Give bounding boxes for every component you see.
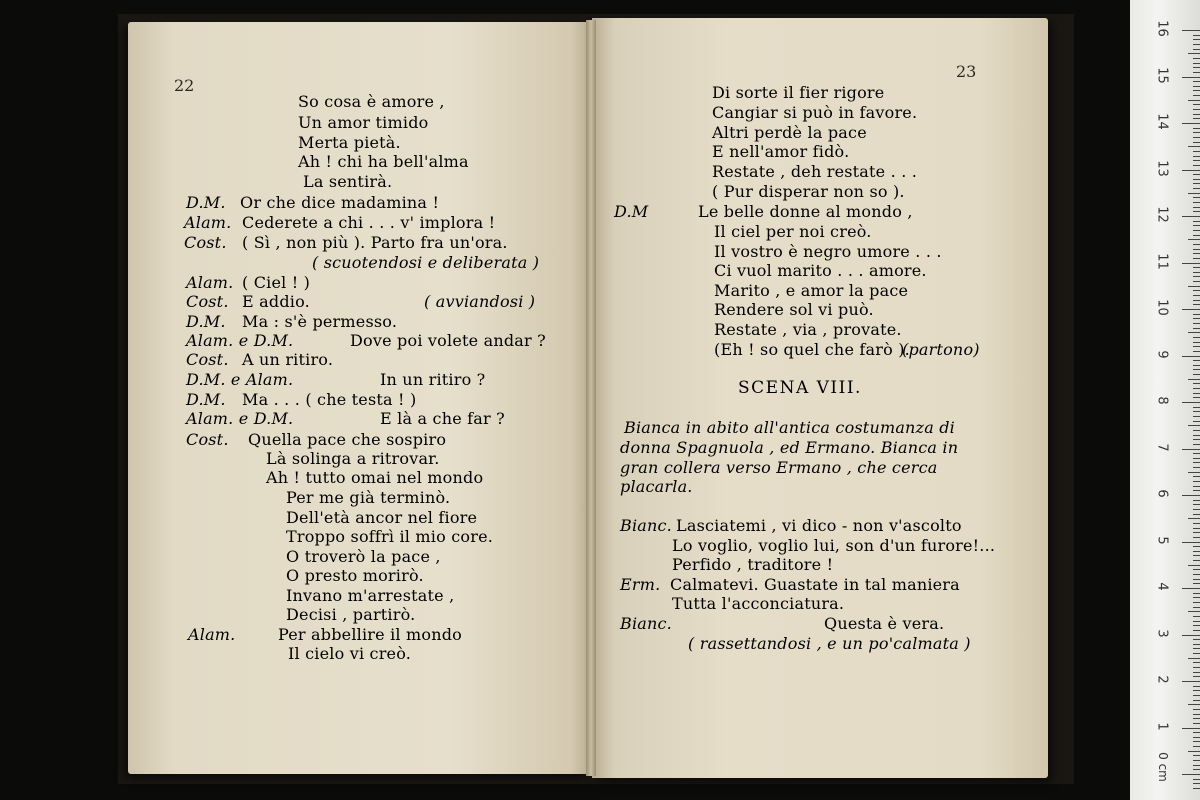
ruler-number: 11 — [1154, 252, 1170, 270]
ruler-tick — [1193, 760, 1200, 761]
verse-line: ( Ciel ! ) — [242, 273, 311, 292]
ruler-tick — [1193, 39, 1200, 40]
ruler-tick — [1193, 788, 1200, 789]
verse-line: Per abbellire il mondo — [278, 625, 463, 644]
verse-line: So cosa è amore , — [298, 92, 445, 111]
ruler-tick — [1188, 286, 1200, 287]
speaker-label: D.M. — [186, 312, 226, 331]
ruler-tick — [1193, 72, 1200, 73]
ruler-tick — [1193, 709, 1200, 710]
verse-line: Troppo soffrì il mio core. — [286, 527, 494, 546]
ruler-tick — [1193, 439, 1200, 440]
ruler-tick — [1193, 58, 1200, 59]
ruler-tick — [1193, 235, 1200, 236]
ruler-tick — [1193, 342, 1200, 343]
ruler-tick — [1193, 276, 1200, 277]
ruler-tick — [1193, 458, 1200, 459]
ruler-tick — [1193, 639, 1200, 640]
ruler-tick — [1193, 249, 1200, 250]
ruler-number: 15 — [1154, 66, 1170, 84]
ruler-tick — [1193, 281, 1200, 282]
speaker-label: Alam. e D.M. — [186, 331, 294, 350]
ruler-tick — [1193, 207, 1200, 208]
verse-line: ( Pur disperar non so ). — [712, 182, 905, 201]
ruler-tick — [1193, 160, 1200, 161]
ruler-number: 6 — [1154, 489, 1170, 498]
ruler-tick — [1193, 528, 1200, 529]
ruler-tick — [1193, 67, 1200, 68]
ruler-tick — [1188, 565, 1200, 566]
ruler-tick — [1188, 146, 1200, 147]
ruler-tick — [1193, 300, 1200, 301]
ruler-tick — [1182, 449, 1200, 450]
ruler-number: 2 — [1154, 675, 1170, 684]
speaker-label: Alam. — [184, 213, 232, 232]
verse-line: Lasciatemi , vi dico - non v'ascolto — [676, 516, 962, 535]
verse-line: O troverò la pace , — [286, 547, 441, 566]
verse-line: Merta pietà. — [298, 133, 401, 152]
verse-line: Ah ! tutto omai nel mondo — [266, 468, 484, 487]
ruler-tick — [1193, 49, 1200, 50]
ruler-tick — [1193, 202, 1200, 203]
ruler-tick — [1193, 779, 1200, 780]
ruler-tick — [1193, 500, 1200, 501]
verse-line: E là a che far ? — [380, 409, 505, 428]
ruler-tick — [1193, 142, 1200, 143]
ruler-tick — [1188, 332, 1200, 333]
ruler-tick — [1193, 407, 1200, 408]
ruler-number: 5 — [1154, 535, 1170, 545]
ruler-tick — [1193, 397, 1200, 398]
verse-line: (Eh ! so quel che farò ). — [714, 340, 910, 359]
ruler-tick — [1193, 174, 1200, 175]
ruler-tick — [1193, 523, 1200, 524]
ruler-tick — [1193, 737, 1200, 738]
ruler-tick — [1188, 425, 1200, 426]
stage-direction: ( avviandosi ) — [424, 292, 536, 311]
ruler-tick — [1188, 379, 1200, 380]
ruler-tick — [1193, 560, 1200, 561]
verse-line: Decisi , partirò. — [286, 605, 416, 624]
speaker-label: Alam. — [188, 625, 236, 644]
ruler-tick — [1193, 183, 1200, 184]
ruler-number: 1 — [1154, 721, 1170, 731]
verse-line: Per me già terminò. — [286, 488, 451, 507]
stage-direction: Bianca in abito all'antica costumanza di — [624, 418, 955, 437]
ruler-tick — [1193, 221, 1200, 222]
ruler-tick — [1193, 732, 1200, 733]
ruler-tick — [1193, 714, 1200, 715]
ruler-tick — [1193, 653, 1200, 654]
ruler-tick — [1193, 718, 1200, 719]
left-page-number: 22 — [174, 76, 195, 95]
ruler-tick — [1182, 728, 1200, 729]
speaker-label: Bianc. — [620, 516, 672, 535]
ruler-tick — [1193, 602, 1200, 603]
ruler-tick — [1193, 597, 1200, 598]
ruler-tick — [1193, 551, 1200, 552]
verse-line: Tutta l'acconciatura. — [672, 594, 845, 613]
verse-line: A un ritiro. — [242, 350, 334, 369]
ruler-number: 13 — [1154, 159, 1170, 177]
verse-line: Marito , e amor la pace — [714, 281, 909, 300]
ruler-tick — [1193, 388, 1200, 389]
verse-line: Il ciel per noi creò. — [714, 222, 872, 241]
ruler-number: 3 — [1154, 628, 1170, 638]
ruler-tick — [1193, 616, 1200, 617]
verse-line: Ma : s'è permesso. — [242, 312, 398, 331]
ruler-tick — [1193, 290, 1200, 291]
ruler-tick — [1193, 416, 1200, 417]
ruler-tick — [1193, 532, 1200, 533]
right-page-number: 23 — [956, 62, 977, 81]
ruler-tick — [1193, 365, 1200, 366]
ruler-tick — [1182, 309, 1200, 310]
verse-line: E addio. — [242, 292, 310, 311]
ruler-tick — [1193, 453, 1200, 454]
speaker-label: D.M. e Alam. — [186, 370, 294, 389]
ruler-tick — [1193, 723, 1200, 724]
ruler-tick — [1193, 188, 1200, 189]
verse-line: Altri perdè la pace — [712, 123, 867, 142]
ruler-tick — [1182, 774, 1200, 775]
ruler-tick — [1193, 109, 1200, 110]
ruler-tick — [1193, 486, 1200, 487]
ruler-number: 12 — [1154, 206, 1170, 223]
verse-line: Di sorte il fier rigore — [712, 83, 885, 102]
ruler-tick — [1193, 156, 1200, 157]
ruler-tick — [1193, 676, 1200, 677]
verse-line: Calmatevi. Guastate in tal maniera — [670, 575, 960, 594]
ruler-tick — [1193, 690, 1200, 691]
ruler-tick — [1193, 114, 1200, 115]
ruler-tick — [1188, 704, 1200, 705]
ruler-tick — [1193, 132, 1200, 133]
verse-line: Quella pace che sospiro — [248, 430, 447, 449]
ruler-tick — [1193, 44, 1200, 45]
measurement-ruler — [1130, 0, 1200, 800]
ruler-number: 4 — [1154, 582, 1170, 591]
ruler-tick — [1193, 546, 1200, 547]
ruler-number: 7 — [1154, 442, 1170, 452]
verse-line: Il vostro è negro umore . . . — [714, 242, 942, 261]
ruler-tick — [1193, 267, 1200, 268]
ruler-tick — [1193, 555, 1200, 556]
ruler-tick — [1193, 644, 1200, 645]
verse-line: In un ritiro ? — [380, 370, 486, 389]
ruler-tick — [1193, 621, 1200, 622]
ruler-tick — [1193, 509, 1200, 510]
verse-line: E nell'amor fidò. — [712, 142, 850, 161]
ruler-tick — [1193, 481, 1200, 482]
stage-direction: ( rassettandosi , e un po'calmata ) — [688, 634, 971, 653]
verse-line: Ci vuol marito . . . amore. — [714, 261, 927, 280]
stage-direction: (partono) — [902, 340, 980, 359]
ruler-tick — [1182, 681, 1200, 682]
speaker-label: Cost. — [184, 233, 227, 252]
ruler-tick — [1182, 402, 1200, 403]
ruler-tick — [1193, 272, 1200, 273]
verse-line: Cangiar si può in favore. — [712, 103, 918, 122]
ruler-tick — [1193, 421, 1200, 422]
verse-line: Ma . . . ( che testa ! ) — [242, 390, 417, 409]
verse-line: Or che dice madamina ! — [240, 193, 440, 212]
ruler-number: 16 — [1154, 20, 1170, 37]
ruler-tick — [1193, 579, 1200, 580]
ruler-number: 8 — [1154, 396, 1170, 405]
scene-heading: SCENA VIII. — [738, 378, 862, 398]
speaker-label: Cost. — [186, 292, 229, 311]
ruler-tick — [1193, 323, 1200, 324]
ruler-tick — [1193, 755, 1200, 756]
ruler-tick — [1193, 662, 1200, 663]
ruler-tick — [1182, 77, 1200, 78]
ruler-tick — [1193, 607, 1200, 608]
stage-direction: gran collera verso Ermano , che cerca — [620, 458, 938, 477]
ruler-tick — [1193, 197, 1200, 198]
speaker-label: D.M — [614, 202, 649, 221]
ruler-tick — [1193, 504, 1200, 505]
speaker-label: Erm. — [620, 575, 661, 594]
ruler-tick — [1182, 123, 1200, 124]
stage-direction: ( scuotendosi e deliberata ) — [312, 253, 540, 272]
ruler-tick — [1193, 514, 1200, 515]
speaker-label: Alam. — [186, 273, 234, 292]
speaker-label: D.M. — [186, 390, 226, 409]
ruler-tick — [1182, 356, 1200, 357]
ruler-tick — [1182, 588, 1200, 589]
ruler-tick — [1193, 476, 1200, 477]
ruler-tick — [1188, 239, 1200, 240]
speaker-label: D.M. — [186, 193, 226, 212]
ruler-tick — [1193, 35, 1200, 36]
ruler-tick — [1193, 230, 1200, 231]
ruler-tick — [1193, 783, 1200, 784]
ruler-tick — [1193, 318, 1200, 319]
ruler-tick — [1182, 30, 1200, 31]
ruler-tick — [1193, 295, 1200, 296]
ruler-tick — [1193, 95, 1200, 96]
book-gutter — [586, 20, 596, 776]
ruler-tick — [1193, 686, 1200, 687]
stage-direction: donna Spagnuola , ed Ermano. Bianca in — [620, 438, 959, 457]
ruler-tick — [1193, 369, 1200, 370]
ruler-tick — [1193, 374, 1200, 375]
ruler-tick — [1193, 337, 1200, 338]
ruler-tick — [1193, 86, 1200, 87]
ruler-tick — [1193, 672, 1200, 673]
ruler-tick — [1188, 518, 1200, 519]
ruler-tick — [1193, 211, 1200, 212]
ruler-tick — [1193, 258, 1200, 259]
ruler-number: 9 — [1154, 349, 1170, 359]
ruler-tick — [1193, 746, 1200, 747]
ruler-tick — [1193, 393, 1200, 394]
verse-line: Restate , via , provate. — [714, 320, 902, 339]
verse-line: Lo voglio, voglio lui, son d'un furore!... — [672, 536, 996, 555]
ruler-tick — [1193, 625, 1200, 626]
ruler-tick — [1193, 769, 1200, 770]
speaker-label: Cost. — [186, 430, 229, 449]
verse-line: Restate , deh restate . . . — [712, 162, 918, 181]
ruler-tick — [1193, 490, 1200, 491]
ruler-tick — [1193, 695, 1200, 696]
ruler-unit-label: 0 cm — [1155, 752, 1170, 782]
verse-line: Invano m'arrestate , — [286, 586, 455, 605]
ruler-tick — [1188, 100, 1200, 101]
verse-line: Dove poi volete andar ? — [350, 331, 546, 350]
ruler-number: 10 — [1154, 299, 1170, 316]
ruler-number: 14 — [1154, 113, 1170, 130]
ruler-tick — [1193, 253, 1200, 254]
ruler-tick — [1193, 165, 1200, 166]
speaker-label: Alam. e D.M. — [186, 409, 294, 428]
stage-direction: placarla. — [620, 477, 693, 496]
ruler-tick — [1193, 667, 1200, 668]
ruler-tick — [1193, 593, 1200, 594]
ruler-tick — [1182, 635, 1200, 636]
ruler-tick — [1193, 314, 1200, 315]
ruler-tick — [1193, 81, 1200, 82]
ruler-tick — [1193, 383, 1200, 384]
ruler-tick — [1188, 53, 1200, 54]
ruler-tick — [1193, 104, 1200, 105]
verse-line: Là solinga a ritrovar. — [266, 449, 440, 468]
ruler-tick — [1193, 128, 1200, 129]
verse-line: La sentirà. — [303, 172, 393, 191]
verse-line: O presto morirò. — [286, 566, 424, 585]
verse-line: Un amor timido — [298, 113, 429, 132]
ruler-tick — [1193, 741, 1200, 742]
verse-line: ( Sì , non più ). Parto fra un'ora. — [242, 233, 508, 252]
ruler-tick — [1193, 137, 1200, 138]
ruler-tick — [1193, 569, 1200, 570]
ruler-tick — [1182, 263, 1200, 264]
verse-line: Ah ! chi ha bell'alma — [298, 152, 469, 171]
ruler-tick — [1188, 472, 1200, 473]
ruler-tick — [1193, 328, 1200, 329]
ruler-tick — [1193, 467, 1200, 468]
ruler-tick — [1193, 574, 1200, 575]
speaker-label: Cost. — [186, 350, 229, 369]
ruler-tick — [1193, 118, 1200, 119]
ruler-tick — [1193, 225, 1200, 226]
ruler-tick — [1193, 244, 1200, 245]
ruler-tick — [1193, 583, 1200, 584]
verse-line: Le belle donne al mondo , — [698, 202, 913, 221]
ruler-tick — [1193, 648, 1200, 649]
verse-line: Questa è vera. — [824, 614, 945, 633]
ruler-tick — [1193, 346, 1200, 347]
ruler-tick — [1193, 462, 1200, 463]
ruler-tick — [1193, 430, 1200, 431]
ruler-tick — [1182, 170, 1200, 171]
ruler-tick — [1193, 351, 1200, 352]
verse-line: Perfido , traditore ! — [672, 555, 834, 574]
ruler-tick — [1193, 630, 1200, 631]
ruler-tick — [1193, 537, 1200, 538]
ruler-tick — [1193, 151, 1200, 152]
ruler-tick — [1193, 90, 1200, 91]
ruler-tick — [1193, 360, 1200, 361]
ruler-tick — [1193, 765, 1200, 766]
ruler-tick — [1193, 411, 1200, 412]
verse-line: Dell'età ancor nel fiore — [286, 508, 478, 527]
ruler-tick — [1193, 444, 1200, 445]
speaker-label: Bianc. — [620, 614, 672, 633]
ruler-tick — [1188, 611, 1200, 612]
ruler-tick — [1182, 216, 1200, 217]
verse-line: Il cielo vi creò. — [288, 644, 412, 663]
ruler-tick — [1182, 495, 1200, 496]
ruler-tick — [1188, 193, 1200, 194]
ruler-tick — [1182, 542, 1200, 543]
ruler-tick — [1193, 435, 1200, 436]
verse-line: Rendere sol vi può. — [714, 300, 874, 319]
ruler-tick — [1188, 658, 1200, 659]
ruler-tick — [1193, 179, 1200, 180]
ruler-tick — [1188, 751, 1200, 752]
ruler-tick — [1193, 63, 1200, 64]
ruler-tick — [1193, 700, 1200, 701]
ruler-tick — [1193, 304, 1200, 305]
verse-line: Cederete a chi . . . v' implora ! — [242, 213, 496, 232]
